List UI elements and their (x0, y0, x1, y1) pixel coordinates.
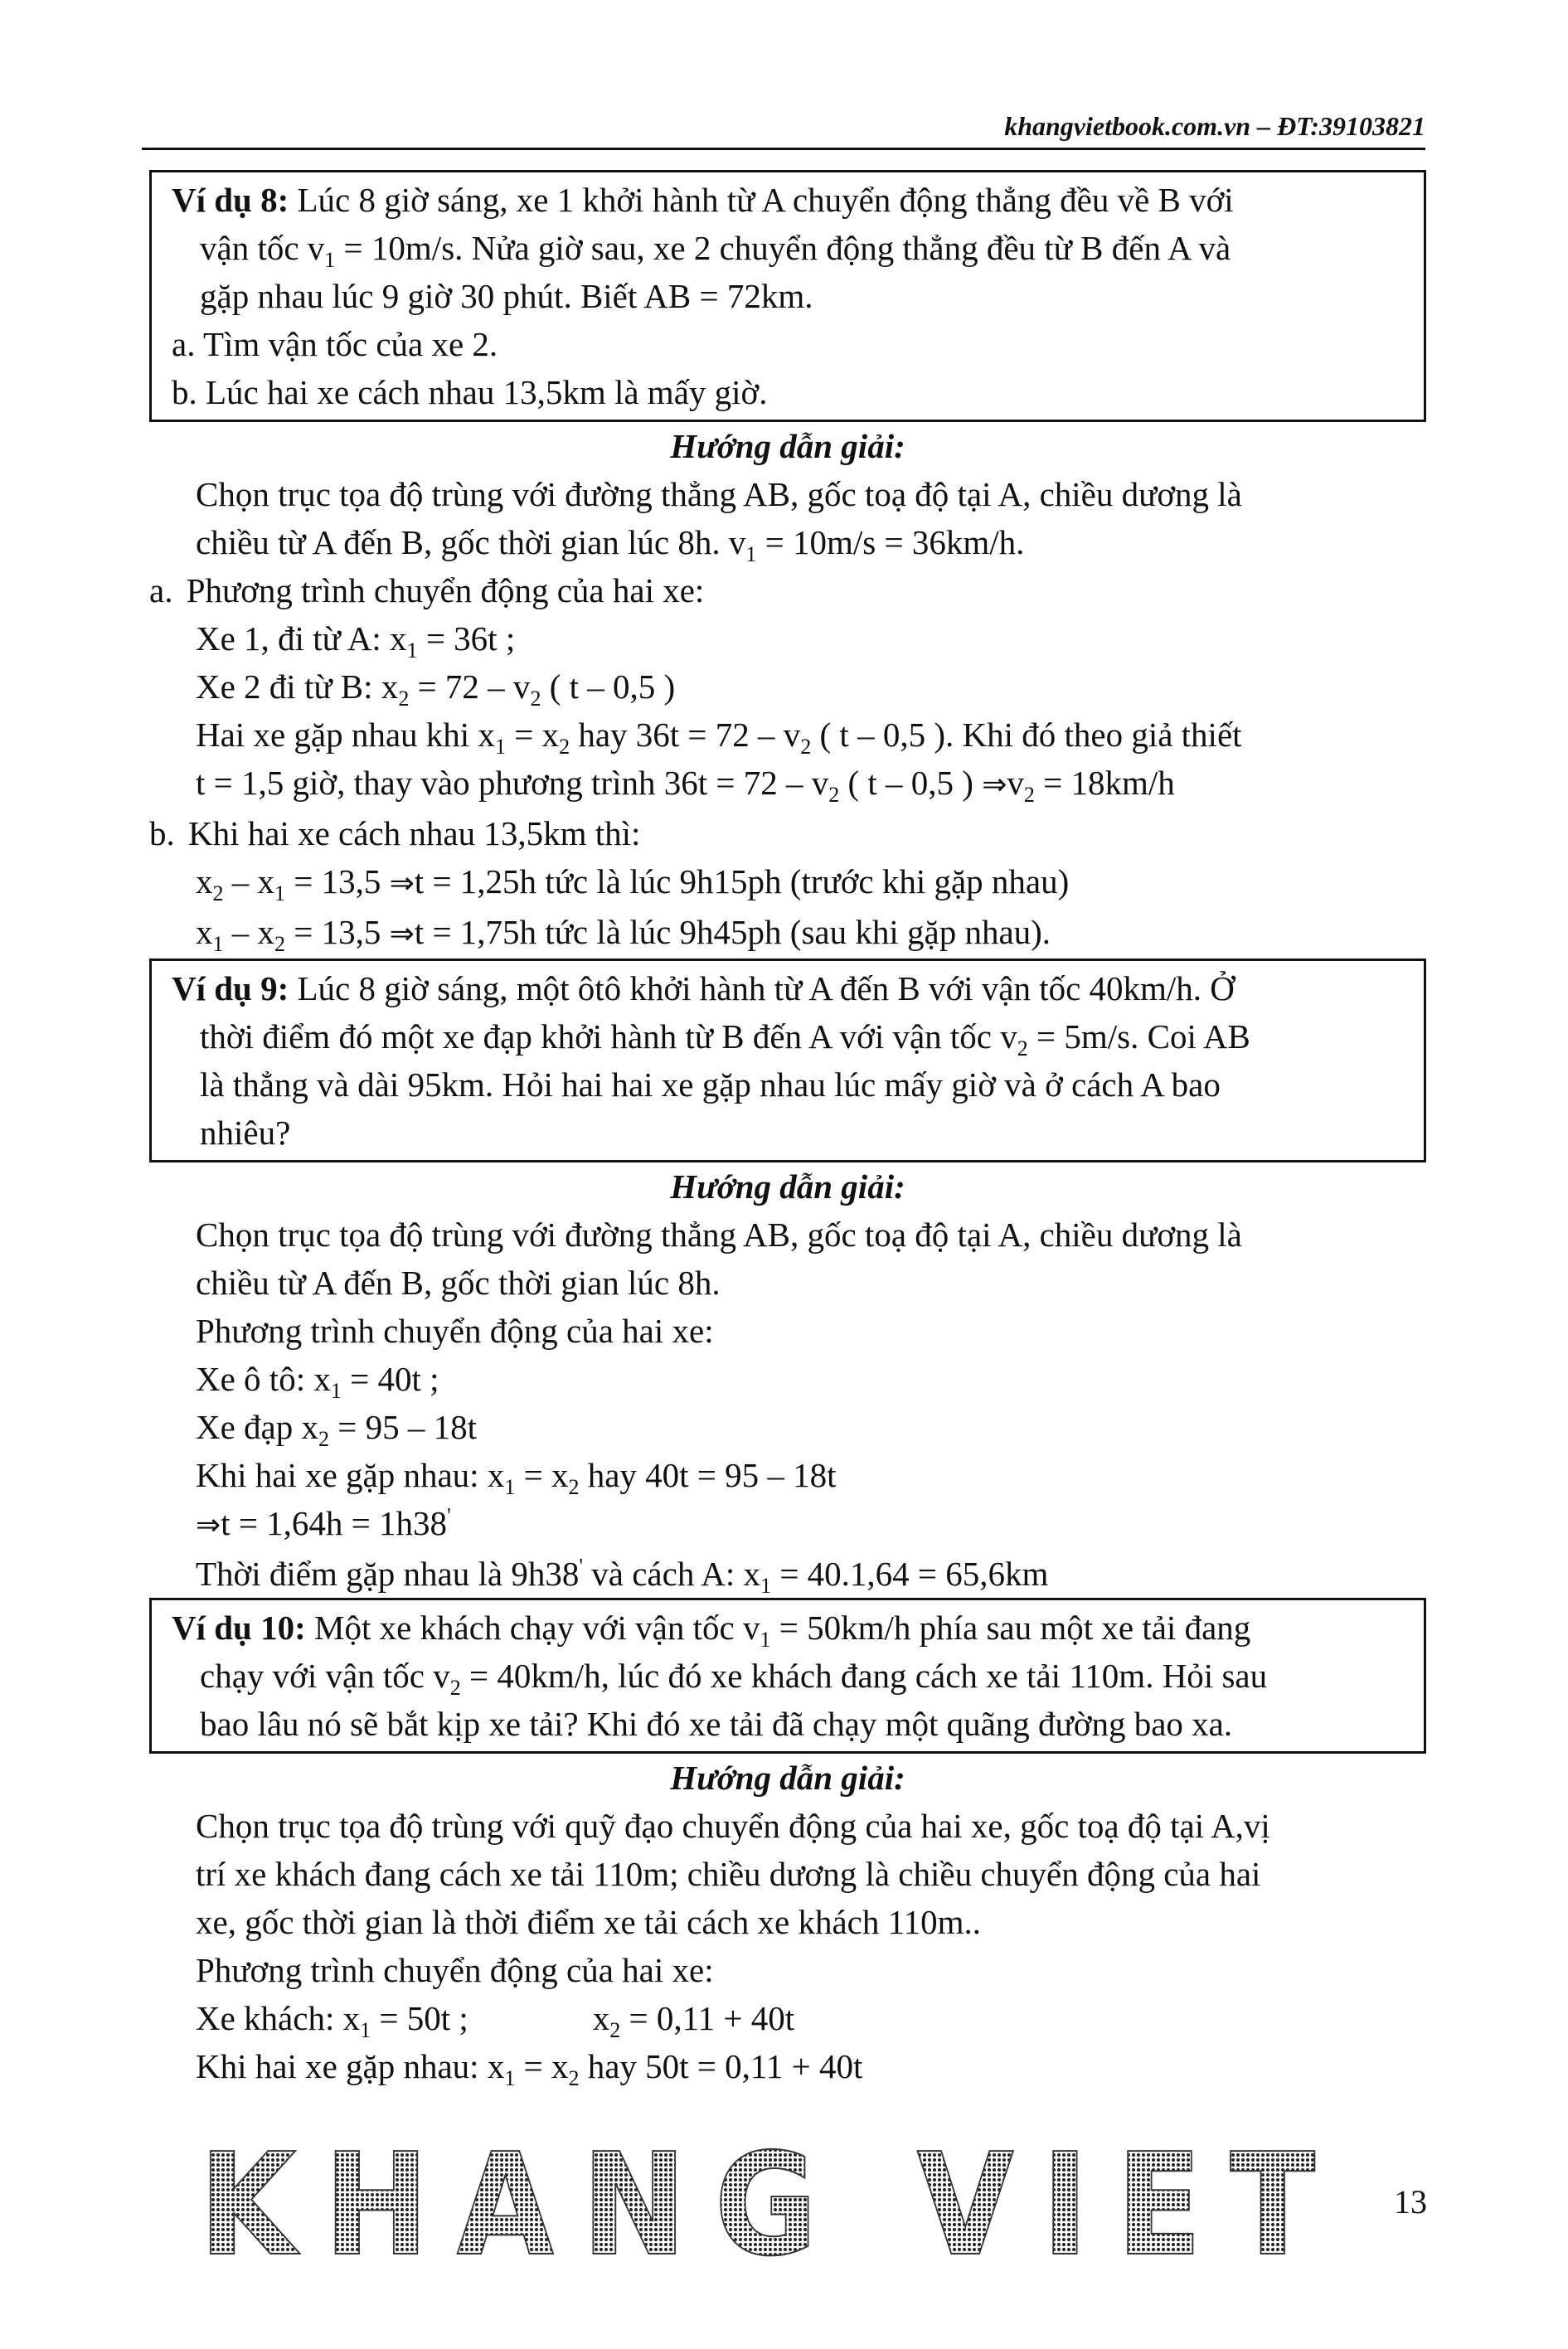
ex8-line: gặp nhau lúc 9 giờ 30 phút. Biết AB = 72km. (200, 277, 813, 315)
sol-line: Xe khách: $x_1 = 50t$ ; $x_2 = 0,11 + 40t$ (196, 1999, 795, 2043)
ex8-line: vận tốc $v_1 = 10m/s$. Nửa giờ sau, xe 2 chuyển động thẳng đều từ B đến A và (200, 229, 1231, 273)
page-header (142, 106, 1425, 150)
sol-line: Xe 2 đi từ B: $x_2 = 72 - v_2$ ( t – 0,5 ) (196, 667, 676, 711)
sol-line: Xe ô tô: $x_1 = 40t$ ; (196, 1360, 439, 1404)
ex9-line: nhiêu? (200, 1114, 291, 1152)
publisher-site: khangvietbook.com.vn – ĐT:39103821 (1004, 111, 1425, 141)
sol-line: Phương trình chuyển động của hai xe: (196, 1312, 714, 1350)
khang-viet-logo (191, 2148, 1352, 2264)
sol-line: t = 1,5 giờ, thay vào phương trình $36t = 72 - v_2$ ( t – 0,5 ) $\Rightarrow v_2 = 18km/h$ (196, 764, 1175, 808)
sol-line: Phương trình chuyển động của hai xe: (196, 1951, 714, 1989)
ex8-question-a: a. Tìm vận tốc của xe 2. (172, 325, 498, 363)
sol-line: xe, gốc thời gian là thời điểm xe tải cách xe khách 110m.. (196, 1903, 981, 1941)
sol-line: Xe đạp $x_2 = 95 - 18t$ (196, 1408, 478, 1452)
sol-line: Khi hai xe gặp nhau: $x_1 = x_2$ hay 40t = 95 – 18t (196, 1456, 837, 1500)
ex8-line: Lúc 8 giờ sáng, xe 1 khởi hành từ A chuyển động thẳng đều về B với (289, 181, 1234, 219)
sol-line: chiều từ A đến B, gốc thời gian lúc 8h. (196, 1264, 721, 1302)
example-8-title: Ví dụ 8: (172, 181, 289, 219)
page-number: 13 (1394, 2183, 1427, 2220)
ex10-line: bao lâu nó sẽ bắt kịp xe tải? Khi đó xe tải đã chạy một quãng đường bao xa. (200, 1705, 1233, 1743)
implies-arrow-icon: ⇒ (196, 1508, 221, 1542)
sol-line: Chọn trục tọa độ trùng với quỹ đạo chuyển động của hai xe, gốc toạ độ tại A,vị (196, 1807, 1270, 1845)
sol-line: a. Phương trình chuyển động của hai xe: (149, 571, 705, 609)
ex8-question-b: b. Lúc hai xe cách nhau 13,5km là mấy giờ. (172, 373, 768, 411)
sol-line: Khi hai xe gặp nhau: $x_1 = x_2$ hay 50t = 0,11 + 40t (196, 2047, 863, 2091)
implies-arrow-icon: ⇒ (389, 866, 415, 900)
sol-line: Chọn trục tọa độ trùng với đường thẳng AB, gốc toạ độ tại A, chiều dương là (196, 475, 1242, 513)
sol-line: Thời điểm gặp nhau là 9h38' và cách A: $x_1 = 40.1,64 = 65,6km$ (196, 1554, 1049, 1599)
page-content (149, 170, 1426, 2090)
ex9-line: là thẳng và dài 95km. Hỏi hai hai xe gặp nhau lúc mấy giờ và ở cách A bao (200, 1065, 1221, 1104)
implies-arrow-icon: ⇒ (389, 917, 415, 951)
example-9-title: Ví dụ 9: (172, 969, 289, 1007)
sol-line: trí xe khách đang cách xe tải 110m; chiều dương là chiều chuyển động của hai (196, 1855, 1261, 1893)
example-10-title: Ví dụ 10: (172, 1609, 306, 1647)
ex10-line: chạy với vận tốc $v_2 = 40km/h$, lúc đó xe khách đang cách xe tải 110m. Hỏi sau (200, 1657, 1268, 1701)
sol-line: b. Khi hai xe cách nhau 13,5km thì: (149, 814, 641, 852)
sol-line: $x_2 - x_1 = 13,5$ ⇒t = 1,25h tức là lúc 9h15ph (trước khi gặp nhau) (196, 862, 1070, 906)
sol-line: Hai xe gặp nhau khi $x_1 = x_2$ hay $36t = 72 - v_2$ ( t – 0,5 ). Khi đó theo giả thiết (196, 716, 1242, 760)
ex10-line: Một xe khách chạy với vận tốc $v_1 = 50km/h$ phía sau một xe tải đang (305, 1609, 1251, 1653)
sol-line: Chọn trục tọa độ trùng với đường thẳng AB, gốc toạ độ tại A, chiều dương là (196, 1216, 1242, 1254)
solution-heading: Hướng dẫn giải: (670, 1167, 905, 1206)
sol-line: ⇒t = 1,64h = 1h38' (196, 1503, 451, 1542)
example-9-box (149, 959, 1426, 1162)
solution-heading: Hướng dẫn giải: (670, 427, 905, 465)
solution-8 (149, 470, 1426, 959)
example-10-box (149, 1598, 1426, 1754)
solution-9 (149, 1211, 1426, 1598)
example-8-box (149, 170, 1426, 422)
solution-10 (149, 1802, 1426, 2090)
sol-line: Xe 1, đi từ A: $x_1 = 36t$ ; (196, 619, 516, 663)
ex9-line: thời điểm đó một xe đạp khởi hành từ B đến A với vận tốc $v_2 = 5m/s$. Coi AB (200, 1017, 1250, 1061)
solution-heading: Hướng dẫn giải: (670, 1759, 905, 1797)
sol-line: $x_1 - x_2 = 13,5$ ⇒t = 1,75h tức là lúc 9h45ph (sau khi gặp nhau). (196, 913, 1051, 957)
sol-line: chiều từ A đến B, gốc thời gian lúc 8h. $v_1 = 10m/s = 36km/h$. (196, 523, 1025, 567)
implies-arrow-icon: ⇒ (982, 768, 1007, 802)
logo-text: KHANG VIET (199, 2148, 1343, 2264)
ex9-line: Lúc 8 giờ sáng, một ôtô khởi hành từ A đến B với vận tốc 40km/h. Ở (289, 969, 1235, 1007)
